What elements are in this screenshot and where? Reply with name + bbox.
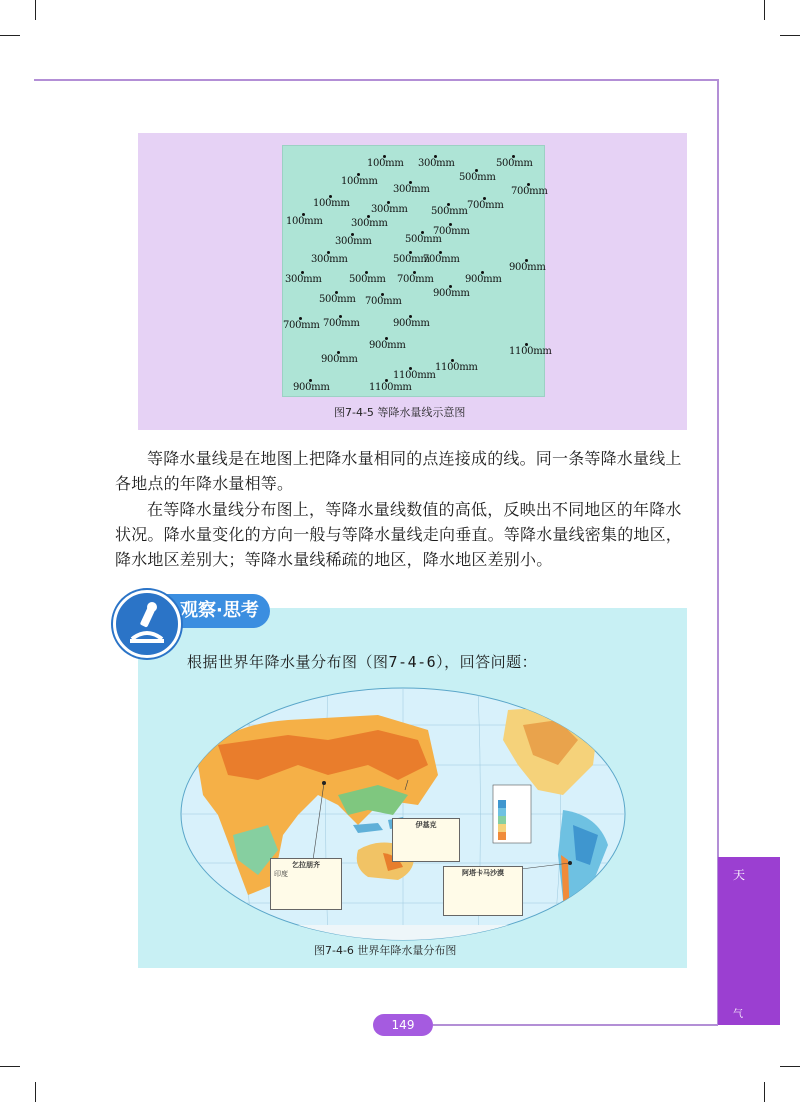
isohyet-label: 700mm <box>323 318 360 329</box>
isohyet-point <box>357 173 360 176</box>
note-cherrapunji-title: 乞拉朋齐 <box>292 861 320 869</box>
isohyet-point <box>434 155 437 158</box>
isohyet-point <box>381 293 384 296</box>
isohyet-point <box>512 155 515 158</box>
isohyet-label: 900mm <box>393 318 430 329</box>
paragraph-definition-text: 等降水量线是在地图上把降水量相同的点连接成的线。同一条等降水量线上各地点的年降水量相等。 <box>115 449 682 493</box>
isohyet-point <box>421 231 424 234</box>
isohyet-point <box>351 233 354 236</box>
isohyet-label: 700mm <box>433 226 470 237</box>
paragraph-explanation-text: 在等降水量线分布图上，等降水量线数值的高低，反映出不同地区的年降水状况。降水量变化的方向一般与等降水量线走向垂直。等降水量线密集的地区，降水地区差别大；等降水量线稀疏的地区，降水地区差别小。 <box>115 500 683 569</box>
isohyet-point <box>302 213 305 216</box>
isohyet-label: 500mm <box>319 294 356 305</box>
isohyet-point <box>525 259 528 262</box>
page-number-rule <box>433 1024 718 1026</box>
isohyet-label: 900mm <box>465 274 502 285</box>
isohyet-label: 900mm <box>509 262 546 273</box>
paragraph-explanation <box>115 497 695 572</box>
isohyet-point <box>337 351 340 354</box>
isohyet-label: 1100mm <box>435 362 478 373</box>
crop-mark <box>780 1066 800 1067</box>
isohyet-label: 300mm <box>418 158 455 169</box>
isohyet-label: 300mm <box>311 254 348 265</box>
isohyet-point <box>365 271 368 274</box>
isohyet-point <box>447 203 450 206</box>
note-atacama-title: 阿塔卡马沙漠 <box>462 869 504 877</box>
figure-isohyet-caption: 图7-4-5 等降水量线示意图 <box>334 406 466 419</box>
isohyet-label: 500mm <box>431 206 468 217</box>
world-precipitation-map <box>178 685 628 943</box>
isohyet-point <box>385 379 388 382</box>
isohyet-label: 900mm <box>433 288 470 299</box>
side-tab-bottom-char: 气 <box>733 1009 743 1020</box>
isohyet-point <box>525 343 528 346</box>
paragraph-definition <box>115 446 695 496</box>
isohyet-label: 700mm <box>423 254 460 265</box>
note-iquique-title: 伊基克 <box>415 821 437 829</box>
crop-mark <box>0 1066 20 1067</box>
isohyet-label: 900mm <box>293 382 330 393</box>
isohyet-point <box>439 251 442 254</box>
isohyet-label: 900mm <box>321 354 358 365</box>
isohyet-point <box>367 215 370 218</box>
isohyet-label: 1100mm <box>369 382 412 393</box>
isohyet-label: 100mm <box>313 198 350 209</box>
isohyet-point <box>335 291 338 294</box>
isohyet-label: 300mm <box>285 274 322 285</box>
note-cherrapunji-body: 印度 <box>274 870 288 878</box>
page-number: 149 <box>373 1014 433 1036</box>
note-cherrapunji <box>270 858 342 910</box>
isohyet-label: 500mm <box>496 158 533 169</box>
crop-mark <box>35 0 36 20</box>
isohyet-point <box>483 197 486 200</box>
isohyet-point <box>299 317 302 320</box>
isohyet-point <box>413 271 416 274</box>
isohyet-label: 500mm <box>405 234 442 245</box>
isohyet-point <box>481 271 484 274</box>
isohyet-point <box>327 251 330 254</box>
isohyet-label: 100mm <box>367 158 404 169</box>
note-iquique <box>392 818 460 862</box>
isohyet-label: 700mm <box>283 320 320 331</box>
microscope-icon <box>113 590 181 658</box>
isohyet-point <box>383 155 386 158</box>
top-rule <box>34 79 719 81</box>
isohyet-point <box>387 201 390 204</box>
isohyet-point <box>409 367 412 370</box>
isohyet-label: 700mm <box>397 274 434 285</box>
isohyet-point <box>449 285 452 288</box>
side-tab-top-char: 天 <box>733 868 746 882</box>
crop-mark <box>35 1082 36 1102</box>
isohyet-point <box>339 315 342 318</box>
crop-mark <box>780 35 800 36</box>
isohyet-point <box>449 223 452 226</box>
isohyet-point <box>527 183 530 186</box>
question-text: 根据世界年降水量分布图（图7-4-6），回答问题： <box>187 653 538 671</box>
isohyet-point <box>451 359 454 362</box>
isohyet-label: 300mm <box>371 204 408 215</box>
isohyet-label: 300mm <box>351 218 388 229</box>
isohyet-label: 700mm <box>365 296 402 307</box>
isohyet-point <box>409 315 412 318</box>
isohyet-point <box>409 181 412 184</box>
isohyet-point <box>475 169 478 172</box>
isohyet-label: 300mm <box>393 184 430 195</box>
isohyet-label: 100mm <box>341 176 378 187</box>
isohyet-map <box>282 145 552 397</box>
isohyet-point <box>409 251 412 254</box>
chapter-side-tab <box>718 857 780 1025</box>
isohyet-label: 1100mm <box>509 346 552 357</box>
crop-mark <box>764 1082 765 1102</box>
isohyet-label: 100mm <box>286 216 323 227</box>
precipitation-legend <box>493 785 531 843</box>
observe-think-title: 观察·思考 <box>160 594 270 628</box>
figure-world-caption: 图7-4-6 世界年降水量分布图 <box>314 944 457 957</box>
isohyet-label: 300mm <box>335 236 372 247</box>
isohyet-point <box>329 195 332 198</box>
isohyet-label: 500mm <box>393 254 430 265</box>
crop-mark <box>764 0 765 20</box>
isohyet-label: 700mm <box>511 186 548 197</box>
isohyet-point <box>385 337 388 340</box>
note-atacama <box>443 866 523 916</box>
isohyet-point <box>309 379 312 382</box>
isohyet-point <box>301 271 304 274</box>
isohyet-label: 700mm <box>467 200 504 211</box>
crop-mark <box>0 35 20 36</box>
isohyet-label: 500mm <box>459 172 496 183</box>
isohyet-label: 500mm <box>349 274 386 285</box>
isohyet-label: 900mm <box>369 340 406 351</box>
isohyet-label: 1100mm <box>393 370 436 381</box>
